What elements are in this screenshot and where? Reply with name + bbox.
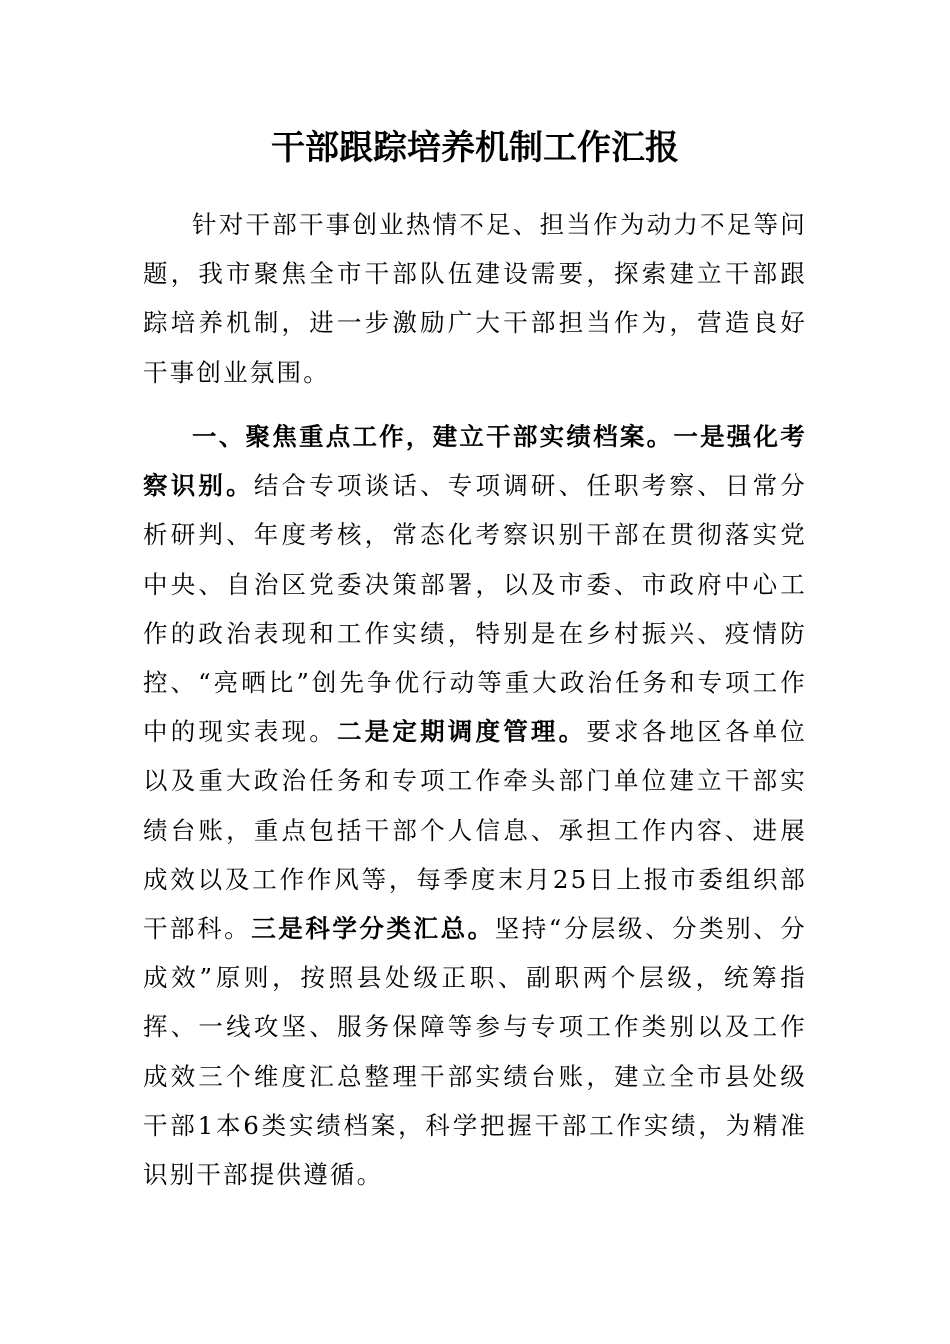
point-3-text: 坚持“分层级、分类别、分成效”原则，按照县处级正职、副职两个层级，统筹指挥、一线攻坚、服务保障等参与专项工作类别以及工作成效三个维度汇总整理干部实绩台账，建立全市县处级干部1本6类实绩档案，科学把握干部工作实绩，为精准识别干部提供遵循。: [143, 914, 807, 1190]
point-3-label: 三是科学分类汇总。: [251, 914, 495, 944]
point-1-label: 一是强化考察识别。: [143, 422, 807, 501]
document-title: 干部跟踪培养机制工作汇报: [271, 128, 679, 168]
section-1-paragraph: [143, 412, 807, 1199]
point-2-label: 二是定期调度管理。: [336, 717, 587, 747]
intro-paragraph: 针对干部干事创业热情不足、担当作为动力不足等问题，我市聚焦全市干部队伍建设需要，探索建立干部跟踪培养机制，进一步激励广大干部担当作为，营造良好干事创业氛围。: [143, 210, 807, 387]
point-1-text: 结合专项谈话、专项调研、任职考察、日常分析研判、年度考核，常态化考察识别干部在贯彻落实党中央、自治区党委决策部署，以及市委、市政府中心工作的政治表现和工作实绩，特别是在乡村振兴、疫情防控、“亮晒比”创先争优行动等重大政治任务和专项工作中的现实表现。: [143, 471, 807, 747]
section-1-heading: 一、聚焦重点工作，建立干部实绩档案。: [192, 422, 674, 451]
point-2-text: 要求各地区各单位以及重大政治任务和专项工作牵头部门单位建立干部实绩台账，重点包括干部个人信息、承担工作内容、进展成效以及工作作风等，每季度末月25日上报市委组织部干部科。: [143, 717, 807, 944]
